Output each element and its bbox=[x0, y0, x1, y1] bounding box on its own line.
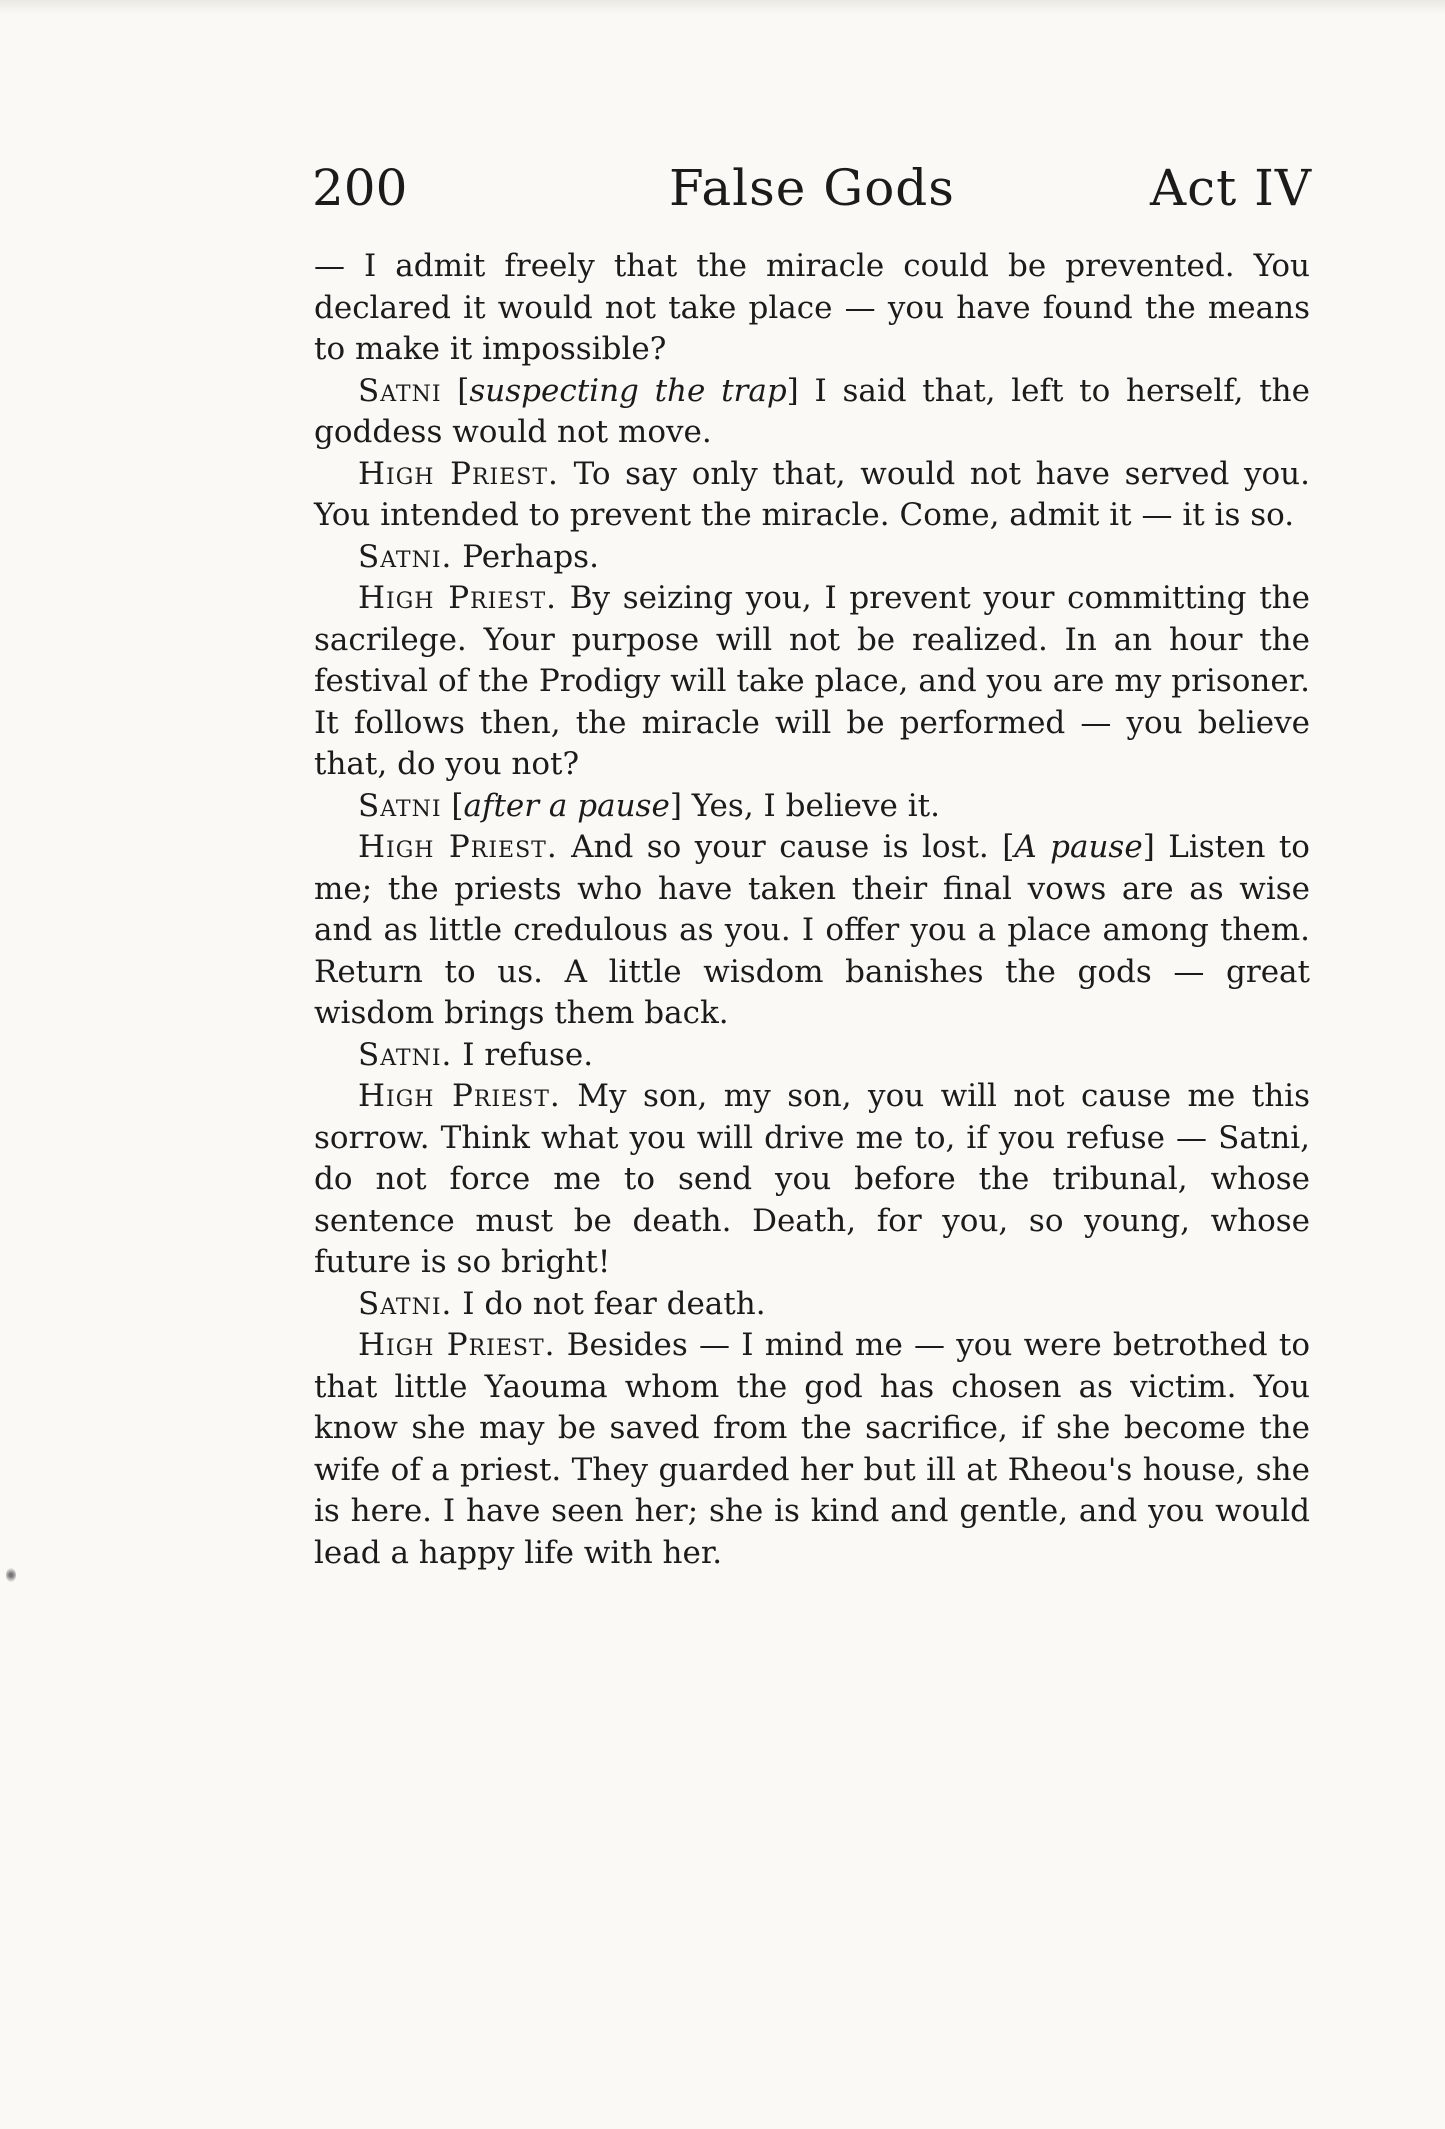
speaker-name: Satni. bbox=[358, 538, 453, 575]
speaker-name: Satni. bbox=[358, 1036, 453, 1073]
speech-high-priest bbox=[314, 1325, 1310, 1574]
stage-direction: after a pause bbox=[463, 787, 670, 824]
speaker-name: Satni. bbox=[358, 1285, 453, 1322]
speech-text: Yes, I believe it. bbox=[681, 787, 940, 824]
paragraph-text: — I admit freely that the miracle could be prevented. You declared it would not take place — you have found the means to make it impossible? bbox=[314, 248, 1310, 367]
paper-speck bbox=[6, 1568, 16, 1582]
speech-text: My son, my son, you will not cause me this sorrow. Think what you will drive me to, if you refuse — Satni, do not force me to send you before the tribunal, whose sentence must be death. Death, for you, so young, whose future is so bright! bbox=[314, 1078, 1310, 1280]
speech-text: Perhaps. bbox=[452, 538, 599, 575]
speech-text: I refuse. bbox=[452, 1036, 594, 1073]
page-body bbox=[314, 246, 1310, 1574]
running-head bbox=[312, 158, 1312, 218]
speaker-name: High Priest. bbox=[358, 829, 558, 865]
speech-text: By seizing you, I prevent your committing the sacrilege. Your purpose will not be realized. In an hour the festival of the Prodigy will take place, and you are my prisoner. It follows then, the miracle will be performed — you believe that, do you not? bbox=[314, 580, 1310, 782]
page-edge-shadow bbox=[0, 0, 1445, 14]
speaker-name: Satni bbox=[358, 372, 442, 409]
act-label: Act IV bbox=[1150, 159, 1312, 217]
stage-direction: A pause bbox=[1014, 829, 1143, 865]
paragraph-continuation bbox=[314, 246, 1310, 371]
speaker-name: High Priest. bbox=[358, 1078, 561, 1114]
speech-text: And so your cause is lost. bbox=[557, 829, 1003, 865]
speech-satni bbox=[314, 537, 1310, 579]
speech-high-priest bbox=[314, 578, 1310, 786]
speaker-name: High Priest. bbox=[358, 1327, 556, 1363]
speech-text: I do not fear death. bbox=[452, 1285, 766, 1322]
stage-direction: suspecting the trap bbox=[469, 372, 787, 409]
speech-satni: Satni [suspecting the trap] I said that, left to herself, the goddess would not move. bbox=[314, 372, 1310, 450]
speech-high-priest bbox=[314, 454, 1310, 537]
speaker-name: High Priest. bbox=[358, 580, 557, 616]
speech-satni: Satni [after a pause] Yes, I believe it. bbox=[358, 787, 940, 824]
book-title: False Gods bbox=[669, 159, 955, 217]
speech-high-priest: High Priest. And so your cause is lost. [A pause] Listen to me; the priests who have taken their final vows are as wise and as little credulous as you. I offer you a place among them. Return to us. A little wisdom banishes the gods — great wisdom brings them back. bbox=[314, 829, 1310, 1031]
speech-satni bbox=[314, 1284, 1310, 1326]
speech-text: To say only that, would not have served you. You intended to prevent the miracle. Come, admit it — it is so. bbox=[314, 455, 1310, 533]
speech-satni bbox=[314, 1035, 1310, 1077]
speech-text: Besides — I mind me — you were betrothed to that little Yaouma whom the god has chosen as victim. You know she may be saved from the sacrifice, if she become the wife of a priest. They guarded her but ill at Rheou's house, she is here. I have seen her; she is kind and gentle, and you would lead a happy life with her. bbox=[314, 1327, 1310, 1571]
speech-text: I said that, left to herself, the goddess would not move. bbox=[314, 372, 1310, 450]
speech-text: Listen to me; the priests who have taken their final vows are as wise and as little credulous as you. I offer you a place among them. Return to us. A little wisdom banishes the gods — great wisdom brings them back. bbox=[314, 829, 1310, 1031]
speech-high-priest bbox=[314, 1076, 1310, 1284]
speaker-name: Satni bbox=[358, 787, 442, 824]
page-number: 200 bbox=[312, 159, 408, 217]
speaker-name: High Priest. bbox=[358, 455, 559, 492]
